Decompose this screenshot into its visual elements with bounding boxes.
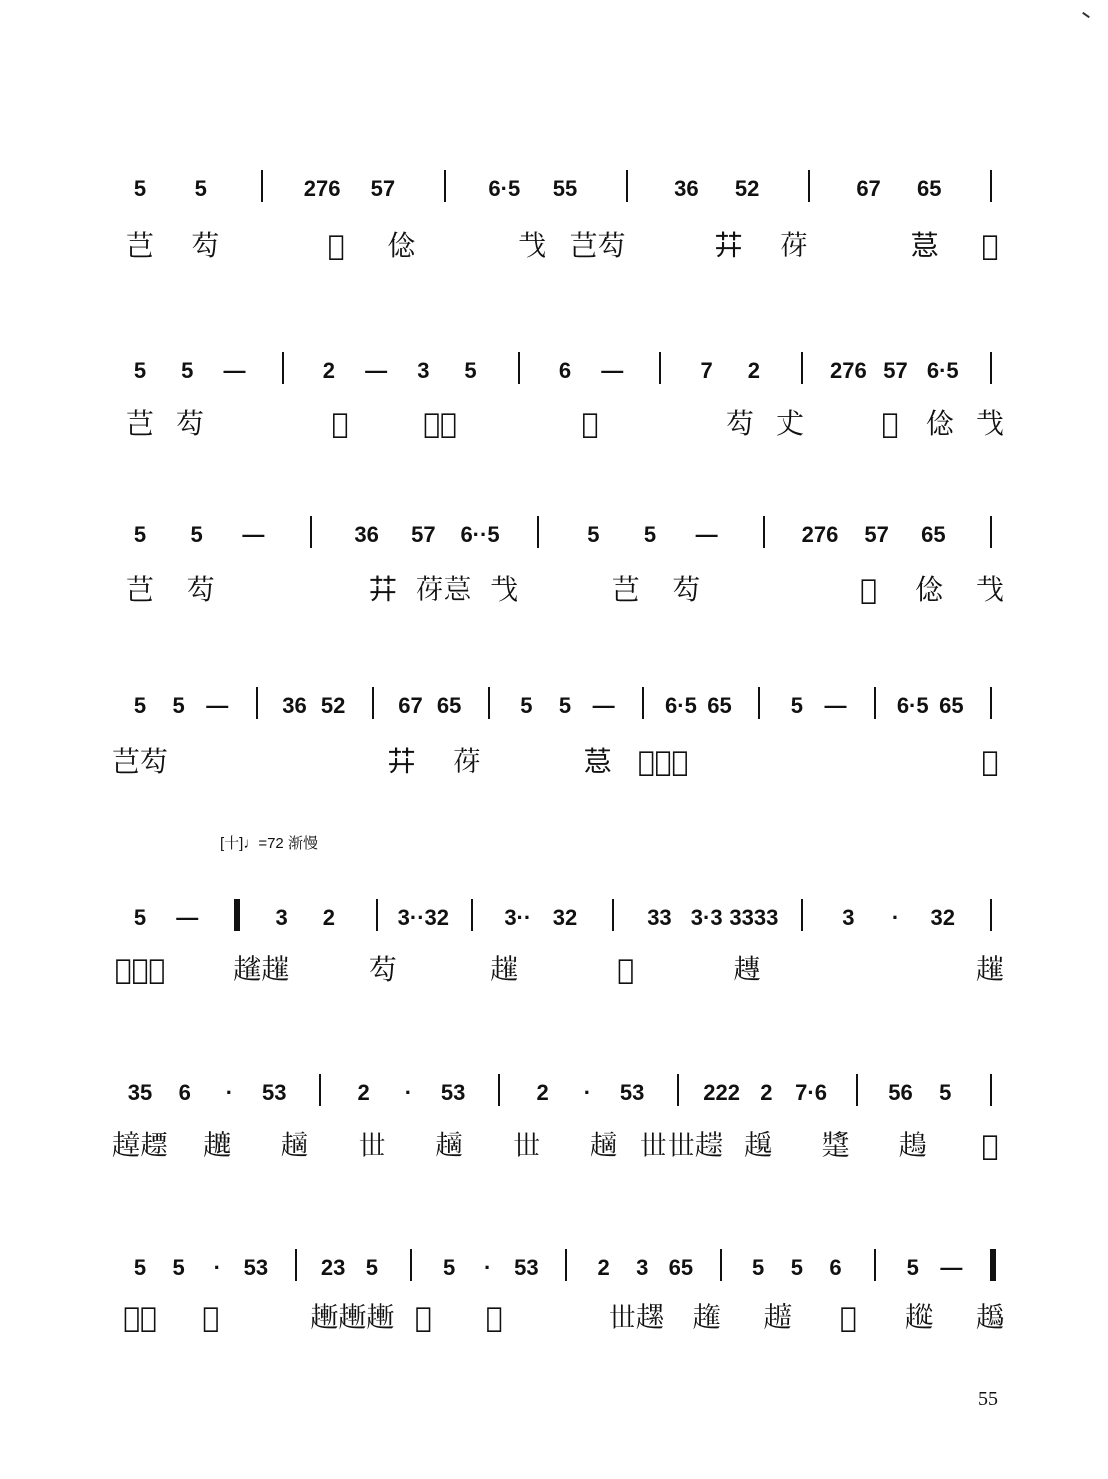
tablature-glyph: 𦭿 — [452, 745, 481, 778]
tablature-glyph: 𦭿𦮼 — [415, 573, 472, 606]
note: 52 — [734, 176, 760, 201]
note: · — [583, 1080, 592, 1105]
note: 222 — [703, 1080, 740, 1105]
note: 5 — [520, 693, 533, 718]
note: 3·3 — [690, 905, 723, 930]
note: 5 — [133, 905, 147, 930]
system-3-tablature — [0, 572, 1108, 612]
note: 5 — [133, 522, 147, 547]
barline — [471, 899, 473, 931]
barline — [537, 516, 539, 548]
note: · — [213, 1255, 221, 1280]
tablature-glyph: 𧽢 — [733, 953, 762, 986]
tablature-glyph: 𧽟𧽠 — [233, 953, 290, 986]
note: 7·6 — [795, 1080, 827, 1105]
tablature-glyph: 𢀳 — [981, 229, 999, 262]
tablature-glyph: 𧽶 — [975, 1301, 1005, 1334]
note: 5 — [365, 1255, 378, 1280]
note: 53 — [243, 1255, 269, 1280]
note: 32 — [552, 905, 578, 930]
note: 5 — [790, 1255, 803, 1280]
tablature-glyph: 𢦏 — [975, 407, 1005, 440]
note: 6·5 — [896, 693, 929, 718]
barline — [758, 687, 760, 719]
tablature-glyph: 𦬇 — [368, 573, 397, 606]
note: — — [242, 522, 265, 547]
tablature-glyph: 𢦏 — [518, 229, 547, 262]
barline — [612, 899, 614, 931]
note: 2 — [760, 1080, 773, 1105]
tablature-glyph: 芶 — [725, 407, 755, 440]
note: 5 — [752, 1255, 765, 1280]
tablature-glyph: 芶 — [191, 229, 220, 262]
note: 6 — [178, 1080, 191, 1105]
note: 33 — [647, 905, 672, 930]
note: — — [176, 905, 199, 930]
barline — [659, 352, 661, 384]
barline — [498, 1074, 500, 1106]
note: 36 — [674, 176, 699, 201]
barline — [990, 899, 992, 931]
note: 36 — [354, 522, 379, 547]
note: 3333 — [729, 905, 779, 930]
tablature-glyph: 𧽗 — [331, 407, 349, 440]
tablature-glyph: 芶 — [186, 573, 215, 606]
note: 23 — [320, 1255, 346, 1280]
note: 5 — [442, 1255, 456, 1280]
note: 5 — [790, 693, 803, 718]
system-1-notes — [0, 176, 1108, 236]
tablature-glyph: 𢦏 — [490, 573, 519, 606]
note: 5 — [587, 522, 600, 547]
barline — [874, 687, 876, 719]
tablature-glyph: 𧽥 — [203, 1129, 232, 1162]
note: 36 — [282, 693, 307, 718]
note: · — [404, 1080, 413, 1105]
note: 5 — [194, 176, 207, 201]
barline — [518, 352, 520, 384]
note: 53 — [440, 1080, 466, 1105]
tablature-glyph: 𨚐 — [327, 229, 345, 262]
tablature-glyph: 芑芶 — [569, 229, 626, 262]
note: 65 — [668, 1255, 694, 1280]
barline — [642, 687, 644, 719]
tablature-glyph: 𠀍 — [512, 1129, 541, 1162]
note: 5 — [939, 1080, 952, 1105]
note: 65 — [917, 176, 942, 201]
note: · — [891, 905, 900, 930]
tablature-glyph: 𧽦 — [589, 1129, 618, 1162]
tablature-glyph: 㑫 — [915, 573, 944, 606]
tablature-glyph: 芶 — [175, 407, 205, 440]
barline — [444, 170, 446, 202]
tablature-glyph: 𠀍𠀍𧽧 — [638, 1129, 723, 1162]
note: — — [592, 693, 615, 718]
note: 5 — [172, 1255, 185, 1280]
note: 5 — [133, 358, 147, 383]
barline — [763, 516, 765, 548]
tablature-glyph: 𧽴 — [763, 1301, 792, 1334]
tablature-glyph: 𧽘𧽙 — [423, 407, 457, 440]
system-6-tablature — [0, 1128, 1108, 1168]
note: — — [940, 1255, 963, 1280]
note: 6·5 — [665, 693, 697, 718]
tablature-glyph: 𧽰 — [839, 1301, 857, 1334]
tablature-glyph: 𧽦 — [435, 1129, 464, 1162]
note: · — [225, 1080, 234, 1105]
tablature-glyph: 芑 — [125, 407, 155, 440]
barline — [990, 352, 992, 384]
note: 5 — [181, 358, 194, 383]
note: 35 — [127, 1080, 153, 1105]
tablature-glyph: 𧽫 — [981, 1129, 999, 1162]
tablature-glyph: 芑芶 — [111, 745, 169, 778]
tablature-glyph: 𨚐 — [860, 573, 877, 606]
note: 3 — [842, 905, 855, 930]
barline — [565, 1249, 567, 1281]
note: 53 — [261, 1080, 287, 1105]
tablature-glyph: 𦮼 — [583, 745, 612, 778]
note: — — [223, 358, 246, 383]
note: 65 — [436, 693, 462, 718]
tablature-glyph: 𧽣𧽤 — [111, 1129, 169, 1162]
note: 65 — [707, 693, 732, 718]
page-number: 55 — [978, 1388, 998, 1410]
system-5-tablature — [0, 952, 1108, 992]
note: 57 — [864, 522, 889, 547]
barline — [990, 1074, 992, 1106]
barline — [261, 170, 263, 202]
barline — [256, 687, 258, 719]
barline — [488, 687, 490, 719]
note: 5 — [464, 358, 477, 383]
barline — [295, 1249, 297, 1281]
note: 6 — [829, 1255, 842, 1280]
note: · — [484, 1255, 492, 1280]
barline — [282, 352, 284, 384]
note: 276 — [303, 176, 341, 201]
barline — [801, 352, 803, 384]
note: — — [695, 522, 718, 547]
note: 2 — [597, 1255, 610, 1280]
tablature-glyph: 𢀳芑芶 — [637, 745, 689, 778]
tablature-glyph: 𧽳 — [692, 1301, 721, 1334]
tablature-glyph: 𧽯𧽯𧽯 — [310, 1301, 395, 1334]
barline — [808, 170, 810, 202]
tablature-glyph: 𧽩 — [821, 1129, 850, 1162]
note: 5 — [558, 693, 572, 718]
note: 3 — [636, 1255, 649, 1280]
note: 6··5 — [460, 522, 500, 547]
tablature-glyph: 𠀍𧽲 — [607, 1301, 664, 1334]
note: 5 — [643, 522, 657, 547]
note: 6·5 — [926, 358, 959, 383]
barline — [677, 1074, 679, 1106]
note: 57 — [883, 358, 908, 383]
barline — [874, 1249, 876, 1281]
note: 67 — [398, 693, 423, 718]
double-barline — [990, 1249, 996, 1281]
tablature-glyph: 𧽠 — [975, 953, 1005, 986]
note: 5 — [133, 176, 147, 201]
note: 2 — [357, 1080, 370, 1105]
barline — [319, 1074, 321, 1106]
tablature-glyph: 𧽵 — [905, 1301, 934, 1334]
tablature-glyph: 𧽨 — [744, 1129, 773, 1162]
tablature-glyph: 𧽪 — [898, 1129, 927, 1162]
section-marker: [十]♩=72 渐慢 — [220, 835, 318, 852]
note: 57 — [370, 176, 396, 201]
double-barline — [234, 899, 240, 931]
barline — [990, 170, 992, 202]
note: 6 — [558, 358, 572, 383]
note: 3·· — [504, 905, 532, 930]
tablature-glyph: 芑 — [125, 229, 155, 262]
tablature-glyph: 𧽬𧽭 — [123, 1301, 157, 1334]
note: 53 — [619, 1080, 645, 1105]
note: — — [365, 358, 388, 383]
tablature-glyph: 𧽮 — [202, 1301, 220, 1334]
note: 5 — [133, 693, 147, 718]
tablature-glyph: 芑 — [125, 573, 155, 606]
tablature-glyph: 𠀍 — [357, 1129, 386, 1162]
note: 55 — [552, 176, 578, 201]
tablature-glyph: 𧽡 — [617, 953, 635, 986]
barline — [310, 516, 312, 548]
note: 3··32 — [397, 905, 450, 930]
tablature-glyph: 𦬇 — [714, 229, 743, 262]
note: 52 — [320, 693, 346, 718]
system-4-tablature — [0, 744, 1108, 784]
tablature-glyph: 𧽚 — [581, 407, 599, 440]
tablature-glyph: 𧽠 — [490, 953, 519, 986]
tablature-glyph: 𧽜𧽝𧽞 — [114, 953, 166, 986]
note: 2 — [747, 358, 760, 383]
barline — [372, 687, 374, 719]
note: 57 — [411, 522, 436, 547]
barline — [720, 1249, 722, 1281]
note: 5 — [190, 522, 203, 547]
tablature-glyph: 𦮼 — [910, 229, 939, 262]
note: — — [824, 693, 847, 718]
note: 32 — [930, 905, 956, 930]
tablature-glyph: 𦬇 — [387, 745, 416, 778]
tablature-glyph: 𢦏 — [975, 573, 1005, 606]
system-2-tablature — [0, 406, 1108, 446]
tablature-glyph: 𧽦 — [280, 1129, 309, 1162]
tablature-glyph: 𥦕 — [881, 407, 899, 440]
note: 5 — [906, 1255, 919, 1280]
note: — — [206, 693, 229, 718]
barline — [856, 1074, 858, 1106]
note: 3 — [417, 358, 430, 383]
system-1-tablature — [0, 228, 1108, 268]
system-7-tablature — [0, 1300, 1108, 1340]
tablature-glyph: 𧽰 — [414, 1301, 432, 1334]
tablature-glyph: 𦭿 — [779, 229, 808, 262]
note: — — [601, 358, 624, 383]
note: 7 — [700, 358, 713, 383]
note: 2 — [322, 358, 335, 383]
tablature-glyph: 㑫 — [387, 229, 416, 262]
barline — [410, 1249, 412, 1281]
note: 5 — [172, 693, 185, 718]
note: 53 — [514, 1255, 539, 1280]
barline — [376, 899, 378, 931]
barline — [990, 516, 992, 548]
note: 65 — [939, 693, 964, 718]
note: 276 — [801, 522, 839, 547]
note: 5 — [133, 1255, 147, 1280]
tablature-glyph: 芶 — [368, 953, 397, 986]
note: 65 — [921, 522, 946, 547]
corner-mark — [1082, 12, 1090, 18]
note: 3 — [275, 905, 288, 930]
tablature-glyph: 芶 — [672, 573, 701, 606]
tablature-glyph: 芑 — [611, 573, 640, 606]
tablature-glyph: 𧽱 — [485, 1301, 503, 1334]
tablature-glyph: 㑫 — [925, 407, 955, 440]
barline — [626, 170, 628, 202]
tablature-glyph: 𠀋 — [775, 407, 805, 440]
note: 6·5 — [488, 176, 521, 201]
note: 2 — [322, 905, 335, 930]
note: 276 — [829, 358, 867, 383]
note: 56 — [888, 1080, 913, 1105]
note: 67 — [856, 176, 881, 201]
barline — [801, 899, 803, 931]
barline — [990, 687, 992, 719]
note: 2 — [536, 1080, 549, 1105]
tablature-glyph: 𧽛 — [981, 745, 999, 778]
